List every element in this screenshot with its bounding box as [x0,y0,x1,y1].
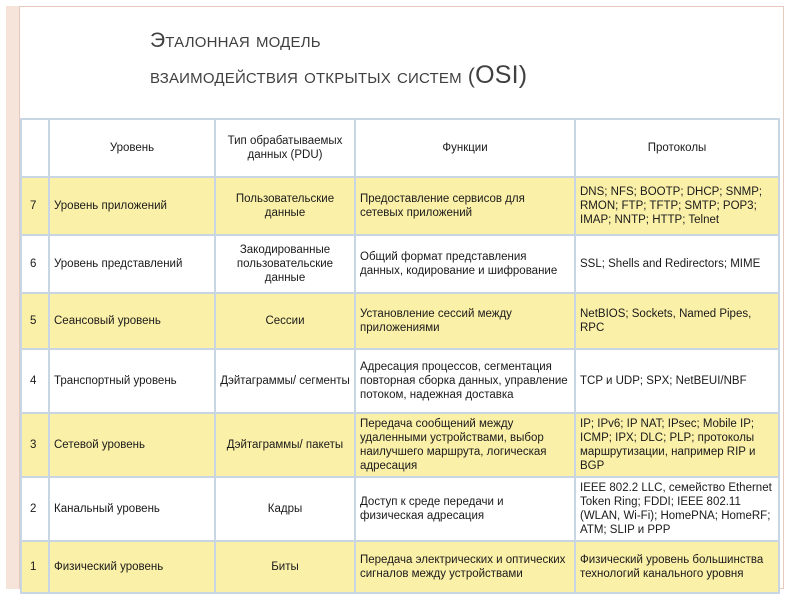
row-functions: Передача электрических и оптических сигналов между устройствами [355,541,575,593]
row-pdu: Дэйтаграммы/ пакеты [215,413,355,477]
row-functions: Передача сообщений между удаленными устройствами, выбор наилучшего маршрута, логическая адресация [355,413,575,477]
header-level: Уровень [49,119,215,177]
table-header-row [21,119,779,177]
row-pdu: Дэйтаграммы/ сегменты [215,349,355,413]
header-number [21,119,49,177]
title-abbr: OSI [475,61,519,89]
table-row [21,349,779,413]
row-level: Канальный уровень [49,477,215,541]
row-functions: Предоставление сервисов для сетевых приложений [355,177,575,235]
title-line-1: Эталонная модель [150,29,321,52]
row-pdu: Биты [215,541,355,593]
table-row [21,477,779,541]
row-number: 2 [21,477,49,541]
row-functions: Установление сессий между приложениями [355,293,575,349]
osi-table [20,118,780,594]
row-functions: Общий формат представления данных, кодирование и шифрование [355,235,575,293]
row-functions: Доступ к среде передачи и физическая адресация [355,477,575,541]
row-pdu: Пользовательские данные [215,177,355,235]
row-protocols: IP; IPv6; IP NAT; IPsec; Mobile IP; ICMP; IPX; DLC; PLP; протоколы маршрутизации, например RIP и BGP [575,413,779,477]
title-line-2-text: взаимодействия открытых систем ( [150,65,476,88]
row-protocols: Физический уровень большинства технологий канального уровня [575,541,779,593]
row-number: 4 [21,349,49,413]
slide-title [150,24,750,94]
row-protocols: TCP и UDP; SPX; NetBEUI/NBF [575,349,779,413]
header-functions: Функции [355,119,575,177]
row-functions: Адресация процессов, сегментация повторная сборка данных, управление потоком, надежная доставка [355,349,575,413]
table-row [21,413,779,477]
row-protocols: DNS; NFS; BOOTP; DHCP; SNMP; RMON; FTP; TFTP; SMTP; POP3; IMAP; NNTP; HTTP; Telnet [575,177,779,235]
row-pdu: Сессии [215,293,355,349]
row-level: Уровень представлений [49,235,215,293]
row-number: 6 [21,235,49,293]
row-protocols: NetBIOS; Sockets, Named Pipes, RPC [575,293,779,349]
row-level: Сеансовый уровень [49,293,215,349]
table-row [21,541,779,593]
row-level: Физический уровень [49,541,215,593]
row-number: 3 [21,413,49,477]
row-number: 1 [21,541,49,593]
row-number: 5 [21,293,49,349]
header-protocols: Протоколы [575,119,779,177]
row-pdu: Закодированные пользовательские данные [215,235,355,293]
slide-side-strip [6,6,20,589]
row-level: Уровень приложений [49,177,215,235]
title-line-2 [150,58,750,94]
row-level: Сетевой уровень [49,413,215,477]
row-number: 7 [21,177,49,235]
row-protocols: IEEE 802.2 LLC, семейство Ethernet Token Ring; FDDI; IEEE 802.11 (WLAN, Wi-Fi); HomePNA; HomeRF; ATM; SLIP и PPP [575,477,779,541]
header-pdu: Тип обрабатываемых данных (PDU) [215,119,355,177]
row-protocols: SSL; Shells and Redirectors; MIME [575,235,779,293]
table-row [21,235,779,293]
row-level: Транспортный уровень [49,349,215,413]
table-row [21,177,779,235]
title-close: ) [518,61,528,89]
table-row [21,293,779,349]
row-pdu: Кадры [215,477,355,541]
